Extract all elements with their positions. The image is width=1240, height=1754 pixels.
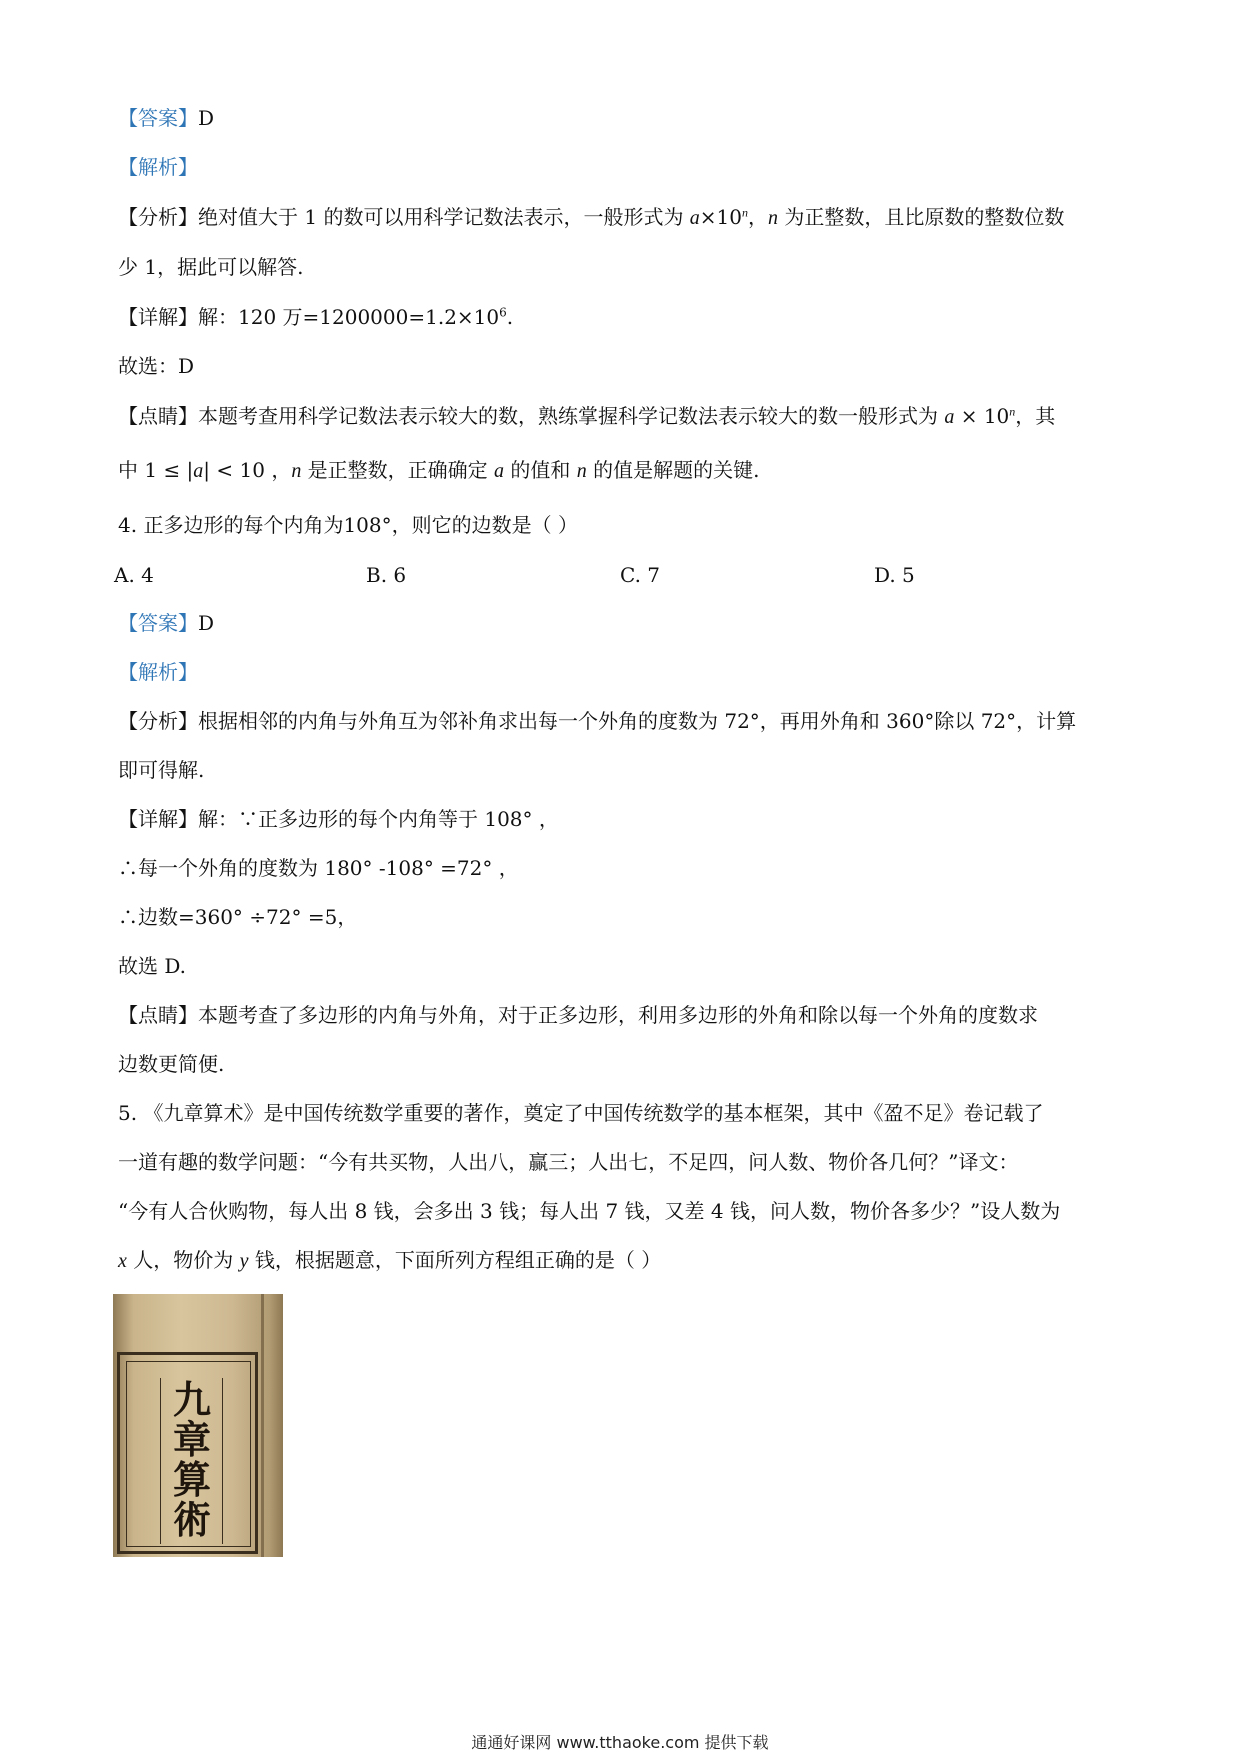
solution-step: ∴边数=360° ÷72° =5， — [118, 905, 358, 929]
solution-step: ∴每一个外角的度数为 180° -108° =72° ， — [118, 856, 519, 880]
q5-stem-line-3 — [118, 1196, 1060, 1226]
dianjing-text: ，其 — [1015, 404, 1056, 428]
option-a: A. 4 — [114, 563, 154, 587]
var-n: n — [291, 460, 302, 482]
dianjing-tag: 【点睛】 — [118, 404, 198, 428]
xiangjie-tag: 【详解】 — [118, 807, 198, 831]
fenxi-tag: 【分析】 — [118, 205, 198, 229]
q3-choice-line — [118, 351, 194, 381]
fenxi-text: 根据相邻的内角与外角互为邻补角求出每一个外角的度数为 72°，再用外角和 360°除以 72°，计算 — [198, 709, 1077, 733]
q4-fenxi-line-1 — [118, 706, 1076, 736]
fenxi-text: 为正整数，且比原数的整数位数 — [778, 205, 1065, 229]
q5-stem-line-4 — [118, 1245, 661, 1276]
q4-stem — [118, 510, 578, 540]
var-n: n — [768, 207, 779, 229]
separator: ， — [748, 205, 769, 229]
var-a: a — [944, 406, 955, 428]
answer-value: D — [198, 106, 215, 130]
cover-title-char: 九 — [172, 1377, 211, 1422]
cover-title-char: 算 — [172, 1457, 211, 1502]
q3-fenxi-line-1 — [118, 202, 1064, 233]
times-ten: ×10 — [699, 205, 743, 229]
times-ten: × 10 — [954, 404, 1010, 428]
q3-xiangjie-line — [118, 302, 513, 332]
q3-answer-line — [118, 103, 214, 133]
xiangjie-text: 解：∵正多边形的每个内角等于 108° ， — [198, 807, 559, 831]
var-x: x — [118, 1250, 127, 1272]
q4-answer-line — [118, 608, 214, 638]
exponent-n: n — [742, 205, 749, 220]
var-a: a — [494, 460, 505, 482]
option-b: B. 6 — [366, 563, 407, 587]
option-d: D. 5 — [874, 563, 915, 587]
q4-dianjing-line-2 — [118, 1049, 224, 1079]
q4-analysis-line — [118, 657, 198, 687]
book-cover-image — [113, 1294, 283, 1557]
var-n: n — [576, 460, 587, 482]
var-y: y — [239, 1250, 249, 1272]
q4-dianjing-line-1 — [118, 1000, 1038, 1030]
dianjing-text: 中 1 ≤ | — [118, 458, 194, 482]
choice-text: 故选：D — [118, 354, 195, 378]
xiangjie-tag: 【详解】 — [118, 305, 198, 329]
fenxi-text: 绝对值大于 1 的数可以用科学记数法表示，一般形式为 — [198, 205, 690, 229]
var-a: a — [689, 207, 700, 229]
cover-title-char: 章 — [172, 1417, 211, 1462]
xiangjie-text: 解：120 万=1200000=1.2×10 — [198, 305, 500, 329]
q3-dianjing-line-2 — [118, 455, 759, 486]
cover-title-box — [160, 1378, 223, 1544]
exponent-6: 6 — [499, 305, 507, 320]
q4-step-1 — [118, 853, 519, 883]
dianjing-text: 本题考查了多边形的内角与外角，对于正多边形，利用多边形的外角和除以每一个外角的度数求 — [198, 1003, 1038, 1027]
q4-xiangjie-line — [118, 804, 559, 834]
period: . — [506, 305, 514, 329]
fenxi-tag: 【分析】 — [118, 709, 198, 733]
question-stem: 人，物价为 — [126, 1248, 240, 1272]
var-a: a — [193, 460, 204, 482]
question-stem: 一道有趣的数学问题：“今有共买物，人出八，赢三；人出七，不足四，问人数、物价各几何？”译文： — [118, 1150, 1019, 1174]
cover-title-char: 術 — [172, 1497, 211, 1542]
analysis-tag: 【解析】 — [118, 155, 198, 179]
page-footer: 通通好课网 www.tthaoke.com 提供下载 — [471, 1733, 769, 1752]
cover-frame — [117, 1352, 258, 1554]
answer-tag: 【答案】 — [118, 106, 198, 130]
choice-text: 故选 D. — [118, 954, 187, 978]
question-stem: 5. 《九章算术》是中国传统数学重要的著作，奠定了中国传统数学的基本框架，其中《盈不足》卷记载了 — [118, 1101, 1044, 1125]
q5-stem-line-1 — [118, 1098, 1043, 1128]
answer-value: D — [198, 611, 215, 635]
question-stem: 4. 正多边形的每个内角为108°，则它的边数是（ ） — [118, 513, 578, 537]
q3-fenxi-line-2 — [118, 252, 303, 282]
dianjing-text: 的值是解题的关键. — [586, 458, 760, 482]
dianjing-text: 边数更简便. — [118, 1052, 225, 1076]
q4-fenxi-line-2 — [118, 755, 204, 785]
q4-step-2 — [118, 902, 357, 932]
q3-analysis-line — [118, 152, 198, 182]
q5-stem-line-2 — [118, 1147, 1018, 1177]
exponent-n: n — [1009, 404, 1016, 419]
book-spine — [261, 1294, 264, 1557]
q4-choice-line — [118, 951, 186, 981]
dianjing-text: 本题考查用科学记数法表示较大的数，熟练掌握科学记数法表示较大的数一般形式为 — [198, 404, 945, 428]
answer-tag: 【答案】 — [118, 611, 198, 635]
fenxi-text: 少 1，据此可以解答. — [118, 255, 304, 279]
fenxi-text: 即可得解. — [118, 758, 205, 782]
dianjing-tag: 【点睛】 — [118, 1003, 198, 1027]
question-stem: “今有人合伙购物，每人出 8 钱，会多出 3 钱；每人出 7 钱，又差 4 钱，问人数，物价各多少？”设人数为 — [118, 1199, 1061, 1223]
cover-frame-inner — [126, 1361, 251, 1547]
dianjing-text: | < 10 ， — [203, 458, 292, 482]
q3-dianjing-line-1 — [118, 401, 1055, 432]
dianjing-text: 的值和 — [504, 458, 577, 482]
question-stem: 钱，根据题意，下面所列方程组正确的是（ ） — [248, 1248, 662, 1272]
dianjing-text: 是正整数，正确确定 — [301, 458, 495, 482]
option-c: C. 7 — [620, 563, 661, 587]
analysis-tag: 【解析】 — [118, 660, 198, 684]
